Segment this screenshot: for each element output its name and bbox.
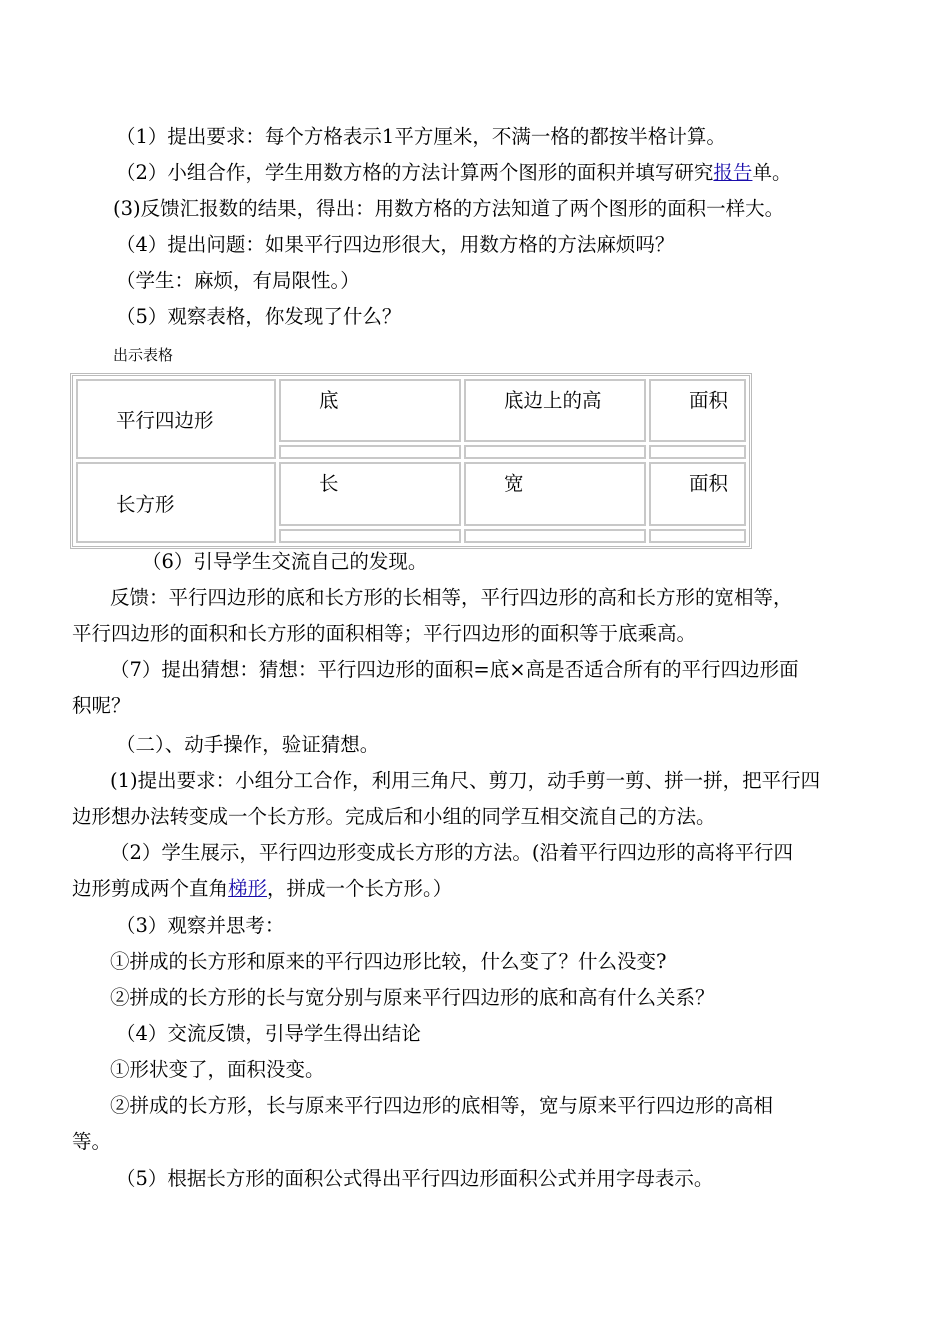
line-text: 边形剪成两个直角 [72, 877, 229, 900]
paragraph-line: （4）交流反馈，引导学生得出结论 [116, 1022, 421, 1045]
paragraph-line: 反馈：平行四边形的底和长方形的长相等，平行四边形的高和长方形的宽相等， [110, 586, 793, 609]
paragraph-line: （2）学生展示，平行四边形变成长方形的方法。(沿着平行四边形的高将平行四 [110, 841, 794, 864]
line-text: ，拼成一个长方形。） [267, 877, 453, 900]
table-row [76, 462, 746, 525]
table-cell [464, 529, 646, 543]
line-text: （2）小组合作，学生用数方格的方法计算两个图形的面积并填写研究 [116, 161, 714, 184]
row-header-parallelogram: 平行四边形 [76, 379, 276, 459]
table-cell [464, 445, 646, 459]
paragraph-line: ①形状变了，面积没变。 [110, 1058, 325, 1081]
table-header-cell: 面积 [649, 462, 746, 525]
paragraph-line: 平行四边形的面积和长方形的面积相等；平行四边形的面积等于底乘高。 [72, 622, 697, 645]
table-cell [649, 529, 746, 543]
table-cell [279, 445, 461, 459]
paragraph-line: （7）提出猜想：猜想：平行四边形的面积=底×高是否适合所有的平行四边形面 [110, 658, 799, 681]
row-header-rectangle: 长方形 [76, 462, 276, 543]
table-cell [279, 529, 461, 543]
table-header-cell: 底 [279, 379, 461, 442]
paragraph-line: 等。 [72, 1130, 112, 1153]
table-cell [649, 445, 746, 459]
table-row [76, 379, 746, 442]
paragraph-line: 边形想办法转变成一个长方形。完成后和小组的同学互相交流自己的方法。 [72, 805, 716, 828]
paragraph-line [116, 161, 791, 185]
report-link[interactable]: 报告 [713, 161, 753, 184]
paragraph-line: （6）引导学生交流自己的发现。 [142, 550, 428, 573]
paragraph-line [72, 877, 452, 901]
table-header-cell: 长 [279, 462, 461, 525]
paragraph-line: ②拼成的长方形的长与宽分别与原来平行四边形的底和高有什么关系？ [110, 986, 715, 1009]
table-header-cell: 宽 [464, 462, 646, 525]
paragraph-line: ①拼成的长方形和原来的平行四边形比较，什么变了？什么没变? [110, 950, 667, 973]
paragraph-line: （二）、动手操作，验证猜想。 [116, 733, 380, 756]
paragraph-line: ②拼成的长方形，长与原来平行四边形的底相等，宽与原来平行四边形的高相 [110, 1094, 774, 1117]
table-caption: 出示表格 [113, 346, 174, 364]
paragraph-line: （4）提出问题：如果平行四边形很大，用数方格的方法麻烦吗？ [116, 233, 675, 256]
paragraph-line: (3)反馈汇报数的结果，得出：用数方格的方法知道了两个图形的面积一样大。 [113, 197, 785, 220]
paragraph-line: （学生：麻烦，有局限性。） [116, 269, 360, 292]
paragraph-line: （5）观察表格，你发现了什么？ [116, 305, 402, 328]
paragraph-line: （5）根据长方形的面积公式得出平行四边形面积公式并用字母表示。 [116, 1167, 714, 1190]
paragraph-line: (1)提出要求：小组分工合作，利用三角尺、剪刀，动手剪一剪、拼一拼，把平行四 [110, 769, 821, 792]
paragraph-line: 积呢？ [72, 694, 131, 717]
table-header-cell: 底边上的高 [464, 379, 646, 442]
table-header-cell: 面积 [649, 379, 746, 442]
paragraph-line: （3）观察并思考： [116, 914, 285, 937]
trapezoid-link[interactable]: 梯形 [228, 877, 268, 900]
line-text: 单。 [752, 161, 792, 184]
comparison-table [70, 373, 752, 549]
paragraph-line: （1）提出要求：每个方格表示1平方厘米，不满一格的都按半格计算。 [116, 125, 726, 148]
